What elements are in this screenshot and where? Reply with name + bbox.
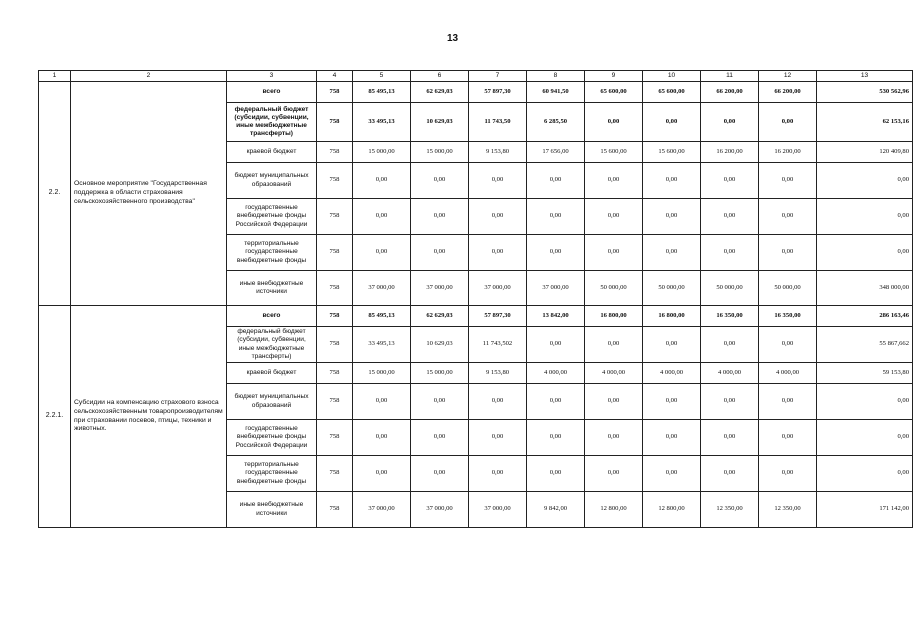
year-value: 0,00 <box>469 420 527 456</box>
year-value: 0,00 <box>411 163 469 199</box>
year-value: 0,00 <box>701 327 759 363</box>
total-value: 530 562,96 <box>817 82 913 103</box>
year-value: 0,00 <box>585 456 643 492</box>
year-value: 0,00 <box>411 420 469 456</box>
year-value: 37 000,00 <box>469 492 527 528</box>
year-value: 0,00 <box>701 103 759 142</box>
year-value: 0,00 <box>759 103 817 142</box>
column-number: 10 <box>643 71 701 82</box>
page-number: 13 <box>446 33 459 44</box>
year-value: 50 000,00 <box>643 271 701 306</box>
year-value: 0,00 <box>527 199 585 235</box>
year-value: 50 000,00 <box>585 271 643 306</box>
grbs-code: 758 <box>317 420 353 456</box>
column-number: 3 <box>227 71 317 82</box>
total-value: 0,00 <box>817 199 913 235</box>
year-value: 0,00 <box>585 384 643 420</box>
year-value: 16 200,00 <box>759 142 817 163</box>
funding-source: краевой бюджет <box>227 363 317 384</box>
column-number: 7 <box>469 71 527 82</box>
funding-source: всего <box>227 82 317 103</box>
year-value: 0,00 <box>643 163 701 199</box>
year-value: 0,00 <box>701 420 759 456</box>
grbs-code: 758 <box>317 271 353 306</box>
year-value: 12 350,00 <box>759 492 817 528</box>
year-value: 0,00 <box>643 235 701 271</box>
year-value: 0,00 <box>469 235 527 271</box>
year-value: 0,00 <box>353 420 411 456</box>
table-row <box>39 82 913 103</box>
grbs-code: 758 <box>317 492 353 528</box>
year-value: 0,00 <box>759 420 817 456</box>
column-number-row <box>39 71 913 82</box>
grbs-code: 758 <box>317 363 353 384</box>
column-number: 13 <box>817 71 913 82</box>
year-value: 37 000,00 <box>469 271 527 306</box>
year-value: 0,00 <box>527 420 585 456</box>
section-description: Субсидии на компенсацию страхового взноса сельскохозяйственным товаропроизводителям при страховании посевов, птицы, техники и животных. <box>71 306 227 528</box>
total-value: 59 153,80 <box>817 363 913 384</box>
year-value: 0,00 <box>759 163 817 199</box>
funding-source: территориальные государственные внебюджетные фонды <box>227 456 317 492</box>
year-value: 9 153,80 <box>469 142 527 163</box>
grbs-code: 758 <box>317 103 353 142</box>
year-value: 0,00 <box>643 199 701 235</box>
year-value: 12 350,00 <box>701 492 759 528</box>
funding-source: государственные внебюджетные фонды Российской Федерации <box>227 420 317 456</box>
year-value: 0,00 <box>585 235 643 271</box>
year-value: 0,00 <box>527 327 585 363</box>
year-value: 15 000,00 <box>411 142 469 163</box>
year-value: 13 842,00 <box>527 306 585 327</box>
column-number: 2 <box>71 71 227 82</box>
grbs-code: 758 <box>317 199 353 235</box>
year-value: 65 600,00 <box>643 82 701 103</box>
year-value: 0,00 <box>527 456 585 492</box>
year-value: 0,00 <box>585 163 643 199</box>
funding-source: территориальные государственные внебюджетные фонды <box>227 235 317 271</box>
year-value: 37 000,00 <box>353 271 411 306</box>
year-value: 85 495,13 <box>353 82 411 103</box>
year-value: 33 495,13 <box>353 327 411 363</box>
grbs-code: 758 <box>317 384 353 420</box>
total-value: 286 163,46 <box>817 306 913 327</box>
year-value: 0,00 <box>585 420 643 456</box>
total-value: 0,00 <box>817 420 913 456</box>
grbs-code: 758 <box>317 306 353 327</box>
total-value: 171 142,00 <box>817 492 913 528</box>
year-value: 0,00 <box>469 456 527 492</box>
year-value: 0,00 <box>527 384 585 420</box>
year-value: 6 285,50 <box>527 103 585 142</box>
year-value: 0,00 <box>411 199 469 235</box>
year-value: 37 000,00 <box>527 271 585 306</box>
funding-source: государственные внебюджетные фонды Российской Федерации <box>227 199 317 235</box>
year-value: 0,00 <box>759 235 817 271</box>
year-value: 16 800,00 <box>643 306 701 327</box>
year-value: 62 629,03 <box>411 306 469 327</box>
funding-source: федеральный бюджет (субсидии, субвенции, иные межбюджетные трансферты) <box>227 103 317 142</box>
year-value: 0,00 <box>701 456 759 492</box>
year-value: 66 200,00 <box>701 82 759 103</box>
year-value: 0,00 <box>759 384 817 420</box>
year-value: 37 000,00 <box>411 492 469 528</box>
year-value: 16 200,00 <box>701 142 759 163</box>
grbs-code: 758 <box>317 456 353 492</box>
year-value: 16 800,00 <box>585 306 643 327</box>
year-value: 50 000,00 <box>759 271 817 306</box>
year-value: 4 000,00 <box>527 363 585 384</box>
column-number: 4 <box>317 71 353 82</box>
grbs-code: 758 <box>317 163 353 199</box>
year-value: 15 600,00 <box>643 142 701 163</box>
column-number: 1 <box>39 71 71 82</box>
total-value: 348 000,00 <box>817 271 913 306</box>
year-value: 9 153,80 <box>469 363 527 384</box>
year-value: 12 800,00 <box>643 492 701 528</box>
year-value: 57 897,30 <box>469 82 527 103</box>
total-value: 0,00 <box>817 235 913 271</box>
year-value: 85 495,13 <box>353 306 411 327</box>
year-value: 0,00 <box>353 456 411 492</box>
grbs-code: 758 <box>317 82 353 103</box>
funding-source: федеральный бюджет (субсидии, субвенции, иные межбюджетные трансферты) <box>227 327 317 363</box>
grbs-code: 758 <box>317 327 353 363</box>
budget-table <box>38 70 913 528</box>
year-value: 0,00 <box>759 199 817 235</box>
year-value: 37 000,00 <box>411 271 469 306</box>
year-value: 60 941,50 <box>527 82 585 103</box>
section-code: 2.2. <box>39 82 71 306</box>
year-value: 10 629,03 <box>411 103 469 142</box>
total-value: 55 867,662 <box>817 327 913 363</box>
year-value: 0,00 <box>353 199 411 235</box>
year-value: 15 600,00 <box>585 142 643 163</box>
year-value: 0,00 <box>643 327 701 363</box>
grbs-code: 758 <box>317 235 353 271</box>
funding-source: бюджет муниципальных образований <box>227 384 317 420</box>
section-code: 2.2.1. <box>39 306 71 528</box>
year-value: 0,00 <box>527 235 585 271</box>
column-number: 12 <box>759 71 817 82</box>
column-number: 11 <box>701 71 759 82</box>
total-value: 0,00 <box>817 384 913 420</box>
total-value: 62 153,16 <box>817 103 913 142</box>
column-number: 5 <box>353 71 411 82</box>
year-value: 4 000,00 <box>759 363 817 384</box>
total-value: 120 409,80 <box>817 142 913 163</box>
total-value: 0,00 <box>817 456 913 492</box>
funding-source: иные внебюджетные источники <box>227 492 317 528</box>
year-value: 50 000,00 <box>701 271 759 306</box>
year-value: 0,00 <box>759 327 817 363</box>
year-value: 4 000,00 <box>701 363 759 384</box>
year-value: 16 350,00 <box>701 306 759 327</box>
year-value: 15 000,00 <box>353 363 411 384</box>
year-value: 4 000,00 <box>643 363 701 384</box>
year-value: 0,00 <box>701 163 759 199</box>
grbs-code: 758 <box>317 142 353 163</box>
year-value: 0,00 <box>643 420 701 456</box>
year-value: 0,00 <box>469 384 527 420</box>
year-value: 11 743,502 <box>469 327 527 363</box>
year-value: 9 842,00 <box>527 492 585 528</box>
year-value: 0,00 <box>353 384 411 420</box>
year-value: 0,00 <box>585 103 643 142</box>
year-value: 4 000,00 <box>585 363 643 384</box>
year-value: 0,00 <box>411 456 469 492</box>
year-value: 0,00 <box>527 163 585 199</box>
year-value: 0,00 <box>643 384 701 420</box>
funding-source: краевой бюджет <box>227 142 317 163</box>
year-value: 37 000,00 <box>353 492 411 528</box>
year-value: 0,00 <box>585 199 643 235</box>
year-value: 0,00 <box>701 235 759 271</box>
year-value: 0,00 <box>353 163 411 199</box>
year-value: 33 495,13 <box>353 103 411 142</box>
column-number: 8 <box>527 71 585 82</box>
year-value: 12 800,00 <box>585 492 643 528</box>
table-row <box>39 306 913 327</box>
year-value: 65 600,00 <box>585 82 643 103</box>
year-value: 16 350,00 <box>759 306 817 327</box>
year-value: 0,00 <box>469 163 527 199</box>
section-description: Основное мероприятие "Государственная поддержка в области страхования сельскохозяйственного производства" <box>71 82 227 306</box>
year-value: 17 656,00 <box>527 142 585 163</box>
year-value: 11 743,50 <box>469 103 527 142</box>
year-value: 15 000,00 <box>411 363 469 384</box>
year-value: 0,00 <box>469 199 527 235</box>
column-number: 6 <box>411 71 469 82</box>
year-value: 0,00 <box>701 384 759 420</box>
total-value: 0,00 <box>817 163 913 199</box>
year-value: 66 200,00 <box>759 82 817 103</box>
column-number: 9 <box>585 71 643 82</box>
year-value: 0,00 <box>643 456 701 492</box>
year-value: 0,00 <box>701 199 759 235</box>
funding-source: всего <box>227 306 317 327</box>
year-value: 0,00 <box>411 384 469 420</box>
year-value: 15 000,00 <box>353 142 411 163</box>
funding-source: иные внебюджетные источники <box>227 271 317 306</box>
year-value: 57 897,30 <box>469 306 527 327</box>
year-value: 0,00 <box>585 327 643 363</box>
year-value: 62 629,03 <box>411 82 469 103</box>
year-value: 10 629,03 <box>411 327 469 363</box>
year-value: 0,00 <box>353 235 411 271</box>
year-value: 0,00 <box>643 103 701 142</box>
year-value: 0,00 <box>759 456 817 492</box>
year-value: 0,00 <box>411 235 469 271</box>
funding-source: бюджет муниципальных образований <box>227 163 317 199</box>
